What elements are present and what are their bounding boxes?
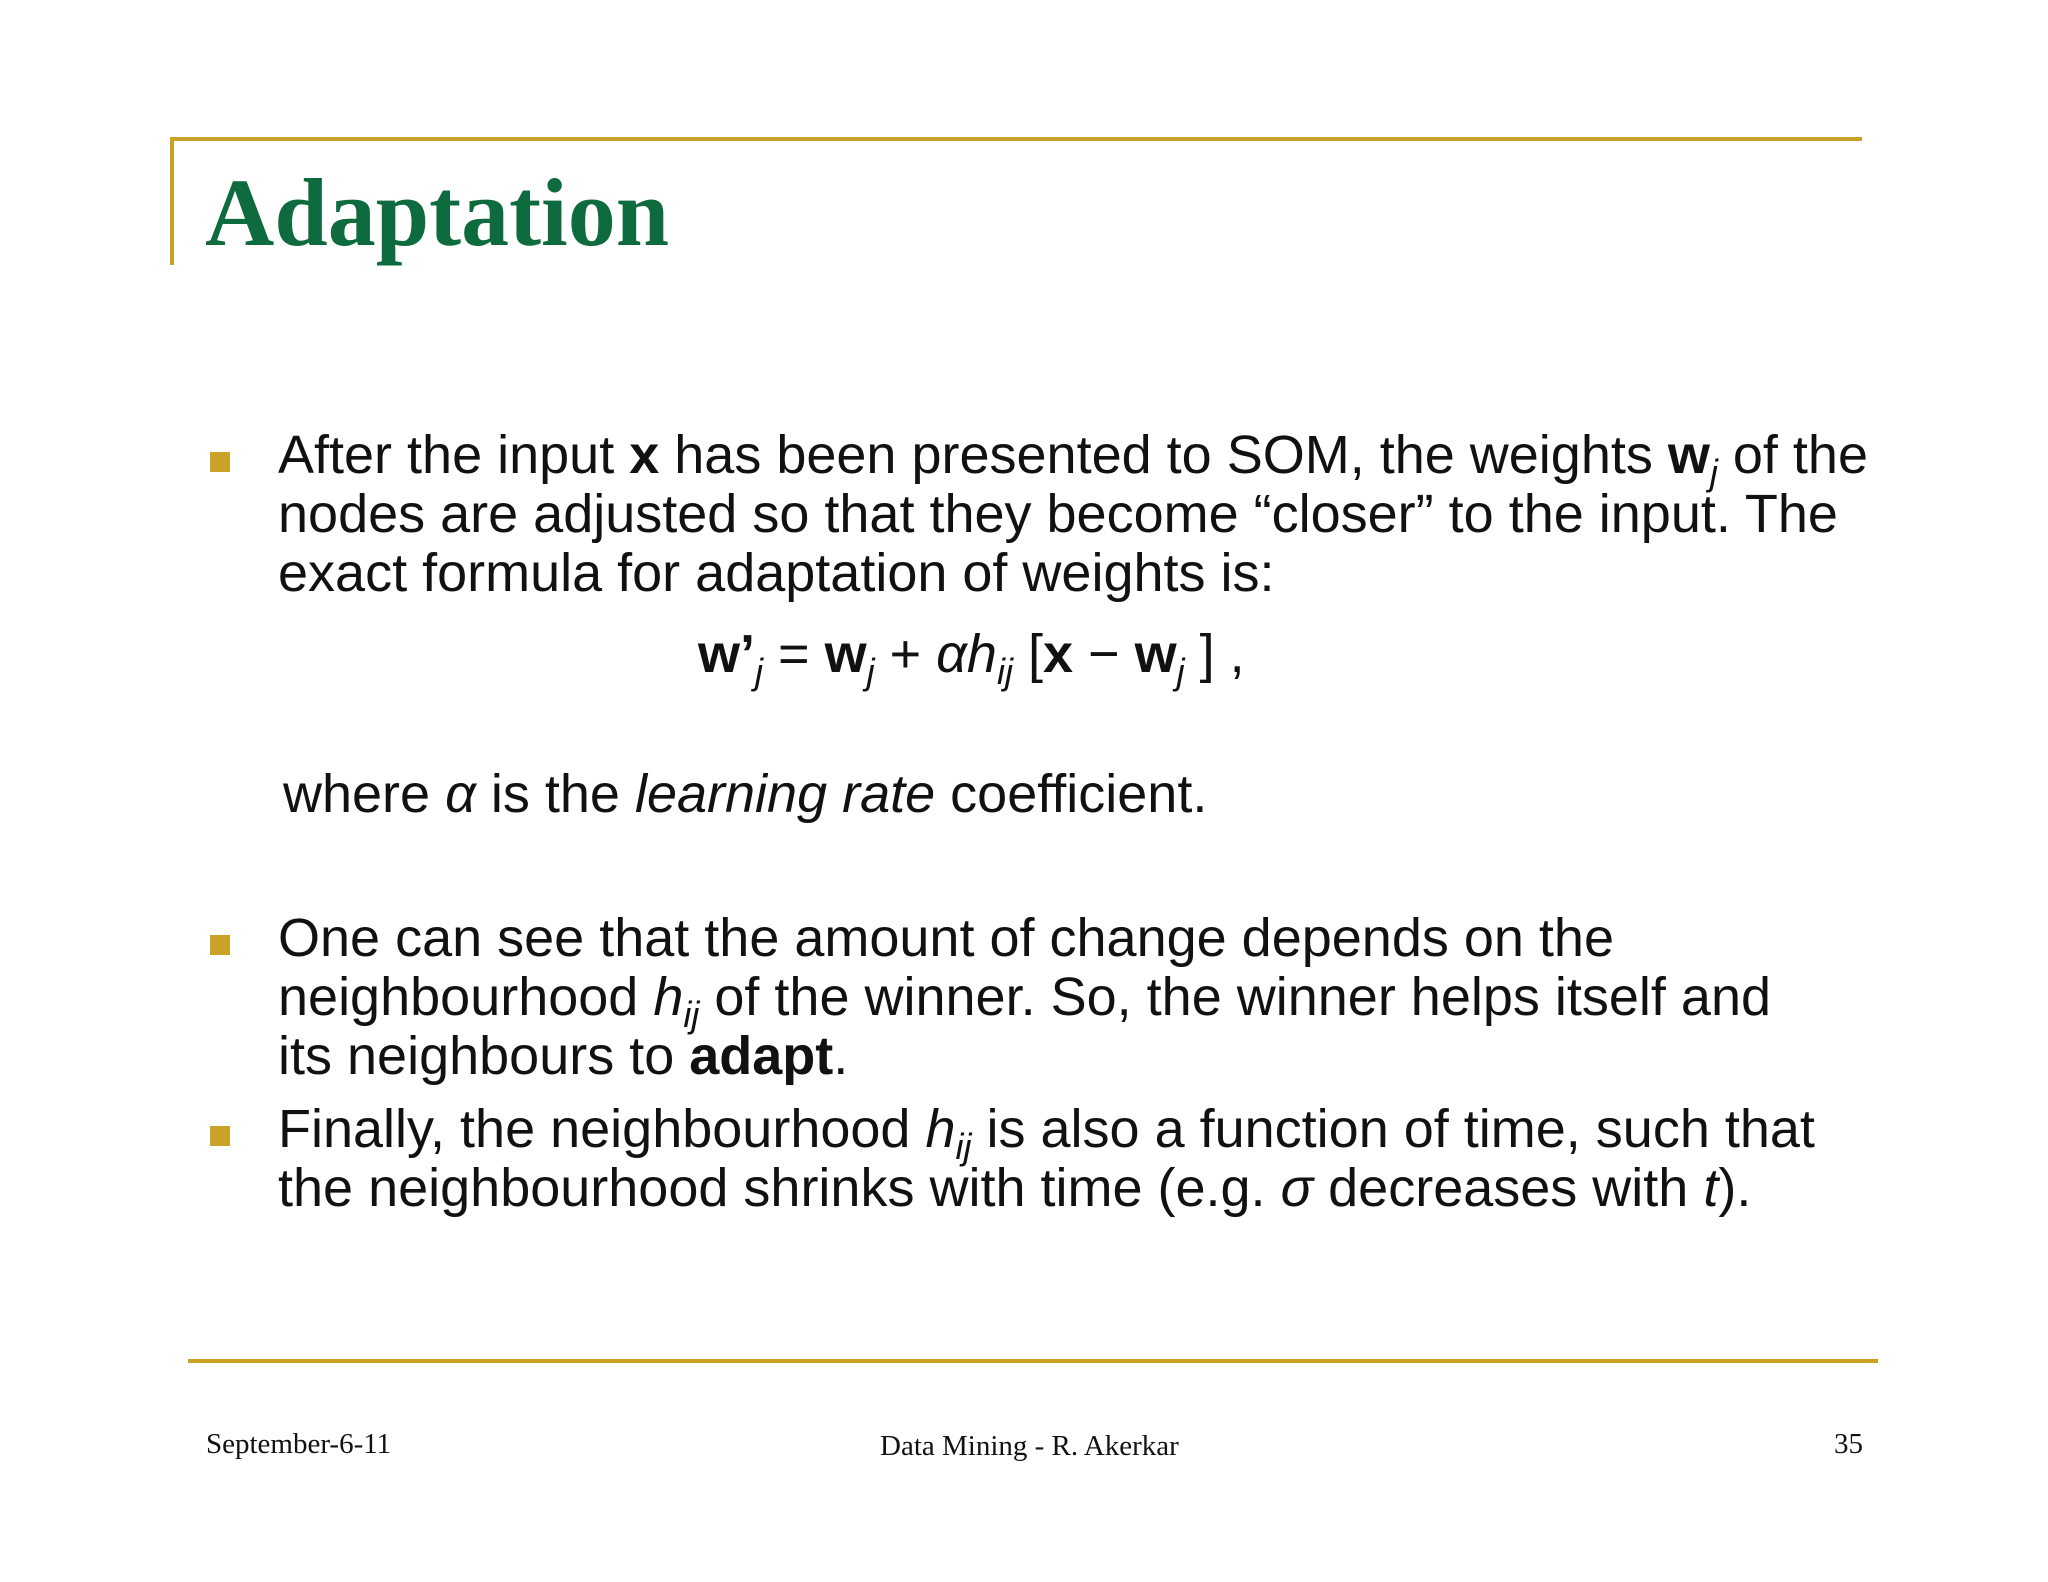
bullet-square-icon (210, 1126, 230, 1146)
footer-course: Data Mining - R. Akerkar (880, 1430, 1179, 1462)
slide-title: Adaptation (205, 159, 670, 266)
vector-w: w (1667, 425, 1710, 485)
footer-rule (188, 1359, 1878, 1363)
formula-explanation: where α is the learning rate coefficient. (283, 764, 1208, 824)
vector-x: x (629, 425, 660, 485)
footer-date: September-6-11 (206, 1428, 392, 1460)
bullet-square-icon (210, 935, 230, 955)
bullet-3-text: Finally, the neighbourhood $h_{ij}$ is also a function of time, such that the neighbourhood shrinks with time (e.g. σ decreases with t). (278, 1099, 1815, 1218)
bullet-1-text: After the input x has been presented to SOM, the weights $w_j$ of the nodes are adjusted so that they become “closer” to the input. The exact formula for adaptation of weights is: (278, 425, 1868, 603)
title-frame-top-rule (170, 137, 1862, 141)
page-number: 35 (1834, 1428, 1863, 1460)
bullet-2-text: One can see that the amount of change depends on the neighbourhood $h_{ij}$ of the winner. So, the winner helps itself and its neighbours to adapt. (278, 908, 1772, 1086)
bullet-square-icon (210, 452, 230, 472)
title-frame-left-rule (170, 137, 174, 265)
adaptation-formula: $w’_j = w_j + \alpha h_{ij}$ [$x - w_j$ ] , (698, 624, 1245, 692)
